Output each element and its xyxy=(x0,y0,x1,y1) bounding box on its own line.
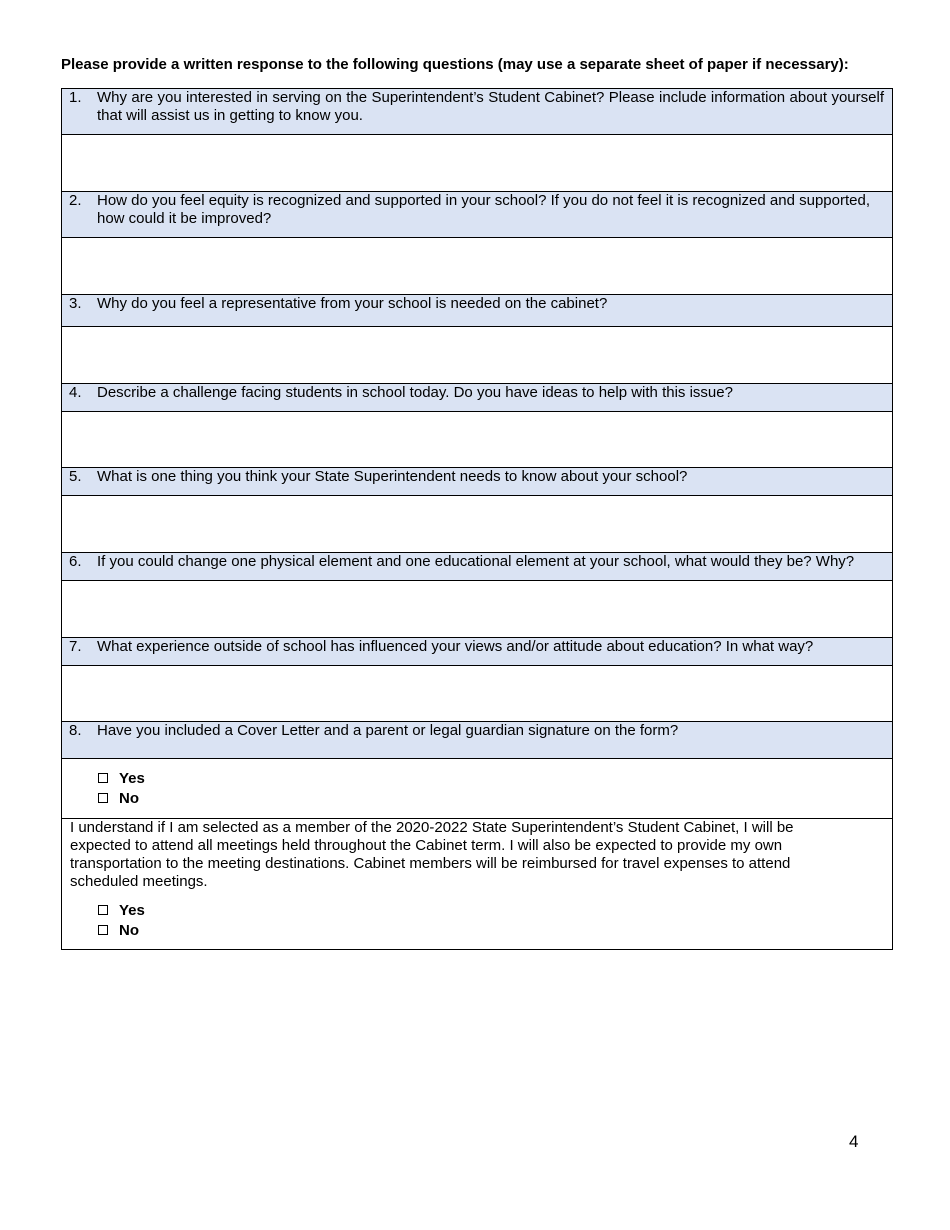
answer-row xyxy=(62,135,893,192)
checkbox-icon[interactable] xyxy=(98,793,108,803)
instructions: Please provide a written response to the following questions (may use a separate sheet of paper if necessary): xyxy=(61,56,849,73)
question-number: 2. xyxy=(69,192,82,209)
commitment-no-option[interactable] xyxy=(98,920,892,940)
answer-2-input[interactable] xyxy=(62,238,892,294)
question-text: What is one thing you think your State Superintendent needs to know about your school? xyxy=(97,468,688,485)
question-cell xyxy=(62,192,893,238)
answer-cell xyxy=(62,135,893,192)
cover-letter-no-option[interactable] xyxy=(98,788,892,808)
question-row xyxy=(62,384,893,412)
answer-cell xyxy=(62,327,893,384)
answer-7-input[interactable] xyxy=(62,666,892,721)
checkbox-icon[interactable] xyxy=(98,773,108,783)
question-text: Describe a challenge facing students in school today. Do you have ideas to help with this issue? xyxy=(97,384,733,401)
question-cell xyxy=(62,295,893,327)
answer-1-input[interactable] xyxy=(62,135,892,191)
answer-3-input[interactable] xyxy=(62,327,892,383)
question-cell xyxy=(62,89,893,135)
checkbox-icon[interactable] xyxy=(98,905,108,915)
answer-cell xyxy=(62,496,893,553)
question-number: 8. xyxy=(69,722,82,739)
question-row xyxy=(62,192,893,238)
options-row xyxy=(62,759,893,819)
answer-4-input[interactable] xyxy=(62,412,892,467)
answer-row xyxy=(62,327,893,384)
question-row xyxy=(62,295,893,327)
question-text: Why are you interested in serving on the Superintendent’s Student Cabinet? Please include information about yourself that will assist us in getting to know you. xyxy=(97,89,884,124)
statement-cell xyxy=(62,819,893,950)
question-number: 4. xyxy=(69,384,82,401)
option-label: Yes xyxy=(119,769,145,787)
commitment-statement: I understand if I am selected as a member of the 2020-2022 State Superintendent’s Student Cabinet, I will be expected to attend all meetings held throughout the Cabinet term. I will also be expected to provide my own transportation to the meeting destinations. Cabinet members will be reimbursed for travel expenses to attend scheduled meetings. xyxy=(70,819,794,890)
option-label: No xyxy=(119,921,139,939)
answer-cell xyxy=(62,666,893,722)
question-cell xyxy=(62,722,893,759)
questionnaire-table xyxy=(61,88,893,950)
question-number: 7. xyxy=(69,638,82,655)
option-label: No xyxy=(119,789,139,807)
question-text: What experience outside of school has influenced your views and/or attitude about education? In what way? xyxy=(97,638,814,655)
answer-row xyxy=(62,496,893,553)
answer-6-input[interactable] xyxy=(62,581,892,637)
answer-cell xyxy=(62,238,893,295)
question-cell xyxy=(62,468,893,496)
question-cell xyxy=(62,384,893,412)
question-number: 6. xyxy=(69,553,82,570)
answer-row xyxy=(62,666,893,722)
option-label: Yes xyxy=(119,901,145,919)
question-text: Why do you feel a representative from your school is needed on the cabinet? xyxy=(97,295,608,312)
question-row xyxy=(62,468,893,496)
answer-cell xyxy=(62,412,893,468)
question-text: How do you feel equity is recognized and supported in your school? If you do not feel it is recognized and supported, how could it be improved? xyxy=(97,192,870,227)
options-cell xyxy=(62,759,893,819)
question-row xyxy=(62,638,893,666)
question-text: Have you included a Cover Letter and a parent or legal guardian signature on the form? xyxy=(97,722,679,739)
question-number: 1. xyxy=(69,89,82,106)
answer-row xyxy=(62,412,893,468)
commitment-options xyxy=(62,891,892,940)
question-row xyxy=(62,553,893,581)
cover-letter-yes-option[interactable] xyxy=(98,768,892,788)
answer-5-input[interactable] xyxy=(62,496,892,552)
answer-cell xyxy=(62,581,893,638)
question-text: If you could change one physical element and one educational element at your school, what would they be? Why? xyxy=(97,553,855,570)
question-cell xyxy=(62,638,893,666)
question-number: 3. xyxy=(69,295,82,312)
question-number: 5. xyxy=(69,468,82,485)
answer-row xyxy=(62,238,893,295)
cover-letter-options xyxy=(62,759,892,808)
commitment-yes-option[interactable] xyxy=(98,900,892,920)
statement-row xyxy=(62,819,893,950)
question-row xyxy=(62,89,893,135)
question-cell xyxy=(62,553,893,581)
question-row xyxy=(62,722,893,759)
page-number: 4 xyxy=(849,1132,859,1151)
checkbox-icon[interactable] xyxy=(98,925,108,935)
answer-row xyxy=(62,581,893,638)
